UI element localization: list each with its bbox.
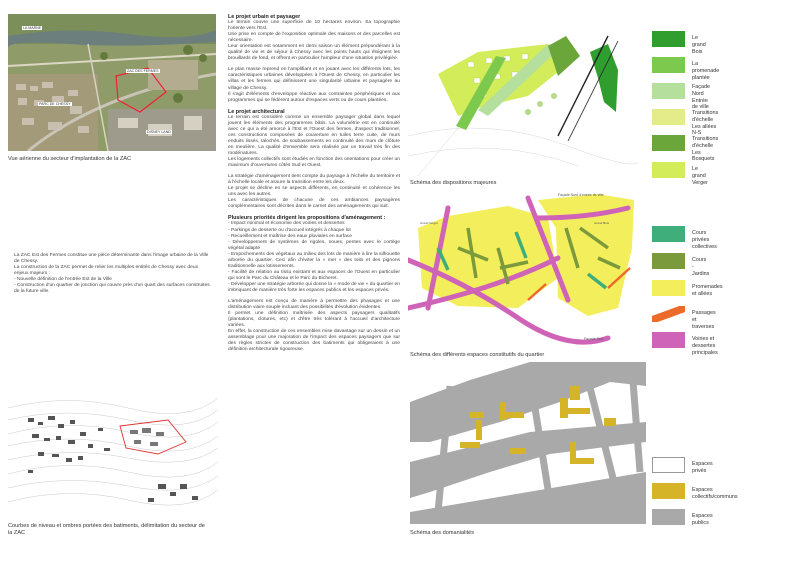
contour-map-svg [8,388,218,518]
legend-2-label-3: Passages et traverses [692,310,716,330]
s2-p1: Le terrain est considéré comme un ensemble paysager global dans lequel jouent les éléments des programmes bâtis. La volumétrie est en continuité avec ce qui a été amorcé à l'Est et l'Ouest des fermes, d'aspect traditionnel, ces constructions composées de couverture en tuiles terre cuite, de murs enduits lissés, talochés, de soubassements en continuité des murs de clôture en meulière. La qualité d'ensemble sera réalisée par un travail très fin des modénatures. Les logements collectifs sont étudiés en fonction des orientations pour créer un maximum d'ouvertures côtés Sud et Ouest. [228,114,400,169]
legend-2-swatch-3 [652,306,685,322]
legend-1-label-0: Le grand Bois [692,35,706,55]
legend-1-label-3: Transitions d'échelle Les allées N-S [692,110,719,137]
legend-1-swatch-1 [652,57,685,73]
aerial-label-zac: ZAC DES FERMES [127,69,159,73]
contour-caption: Courbes de niveau et ombres portées des batiments, délimitation du secteur de la ZAC [8,523,205,536]
intro-text: La ZAC Est des Fermes constitue une pièce déterminante dans l'image urbaine de la Ville de Chessy. La construction de la ZAC permet de relier les multiples entités de Chessy avec deux enjeux majeurs : - Nouvelle définition de l'entrée Est de la Ville - Construction d'un quartier de jonction qui couvre près d'un quart des surfaces construites de la future ville. [14,253,210,295]
legend-3-swatch-2 [652,509,685,525]
legend-1-label-4: Transitions d'échelle Les Bosquets [692,136,719,163]
aerial-label-parc: PARC DE CHESSY [39,102,71,106]
legend-3-label-2: Espaces publics [692,513,713,526]
legend-2-swatch-1 [652,253,685,269]
diagram-majeures-svg [408,16,638,176]
legend-2-label-2: Promenades et allées [692,284,723,297]
diagram-espaces [408,188,638,348]
s2-p2: La stratégie d'aménagement tient compte du paysage à l'échelle du territoire et à l'échelle locale et assure la transition entre les deux. Le projet se décline en se aspects différents, en continuité et cohérence les uns avec les autres. Les caractéristiques de chacune de ces ambiances paysagères complémentaires sont décrites dans le carnet des aménagements qui suit. [228,174,400,210]
legend-1-swatch-4 [652,135,685,151]
legend-2-label-0: Cours privées collectives [692,230,717,250]
legend-2-swatch-4 [652,332,685,348]
legend-2-label-1: Cours - Jardins [692,257,710,277]
diagram-domanialites [410,362,646,524]
diagram-espaces-svg [408,188,638,348]
aerial-caption: Vue aérienne du secteur d'implantation de la ZAC [8,156,132,162]
legend-1-swatch-2 [652,83,685,99]
s1-title: Le projet urbain et paysager [228,14,301,20]
s3-p2: L'aménagement est conçu de manière à permettre des phasages et une distribution viaire souple incluant des possibilités d'évolution évidentes. Il permet une définition maîtrisée des aspects paysagers qualitatifs (plantations, clotures, etc) et d'être très tolérant à l'accueil d'architecture variées. En effet, la construction de ces ensembles mise davantage sur un dessin et un assemblage pour une majoration de l'impact des espaces paysagers que sur des règles strictes de construction des batiments qui obligeraient à une définition architecturale rigoureuse. [228,299,400,353]
aerial-photo-svg [8,14,216,151]
legend-2-swatch-0 [652,226,685,242]
s3-list: - Impact minimal et économie des voiries et dessertes - Parkings de desserte ou d'accueil intégrés à chaque lot - Recueillement et maîtrise des eaux pluviales en surface - Développement de systèmes de rigoles, noues, pentes avec le cortège végétal adapté - Empochements des végétaux au milieu des lots de manière à lire la silhouette arborée du quartier. Ceci afin d'éviter la « mer » des toits et des pignons traditionnelle aux lotissements. - Facilité de relation au tissu existant et aux espaces de l'Ouest en particulier qui sont le Parc du Château et le Parc du Bicheret. - Développer une stratégie arborée qui donne la « mode de vie » du quartier en imbriquant de manière très forte les espaces publics et les espaces privés. [228,221,400,293]
caption-majeures: Schéma des dispositions majeures [410,180,497,186]
legend-1-label-1: La promenade plantée [692,61,720,81]
contour-map [8,388,218,518]
caption-domanialites: Schéma des domanialités [410,530,475,536]
s2-title: Le projet architectural [228,108,285,115]
diagram-domanialites-svg [410,362,646,524]
aerial-label-disney: DISNEY LAND [147,130,171,134]
label-sud: Façade Sud [584,337,603,341]
legend-1-swatch-0 [652,31,685,47]
legend-3-swatch-1 [652,483,685,499]
text-column [228,14,400,358]
caption-espaces: Schéma des différents espaces constitutifs du quartier [410,352,545,358]
legend-1-label-2: Façade Nord Entrée de ville [692,84,710,111]
label-bois: Grand Bois [594,221,610,225]
label-verger: Grand Verger [420,221,439,225]
s1-p2: Le plan masse reprend en l'amplifiant et en jouant avec les différents lots, les caractéristiques urbaines développées à l'Ouest de Chessy, en particulier les villas et les fermes qui définissent une singularité urbaine et paysagère au village de Chessy. Il s'agit d'éléments d'enveloppe réactive aux contraintes périphériques et aux programmes qui se fédèrent autour d'espaces verts ou de cours plantées. [228,67,400,103]
legend-1-swatch-3 [652,109,685,125]
diagram-majeures [408,16,638,176]
s1-p1: Le terrain couvre une superficie de 10 hectares environ. Sa topographie l'oriente vers l'Est. Une prise en compte de l'exposition optimale des maisons et des parcelles est nécessaire. Leur orientation est notamment en demi saison un élément prépondérant à la qualité de vie et de séjour à Chessy avec les points hauts qui éloignent les brouillards de fond, et offrent en particulier l'ampleur d'une situation privilégiée. [228,20,400,62]
legend-2-label-4: Voiries et dessertes principales [692,336,718,356]
legend-1-label-5: Le grand Verger [692,166,708,186]
legend-3-swatch-0 [652,457,685,473]
s3-title: Plusieurs priorités dirigent les propositions d'aménagement : [228,215,386,222]
label-nord: Façade Nord d'entrée de ville [558,193,604,197]
legend-1-swatch-5 [652,162,685,178]
aerial-label-marne: LA MARNE [23,26,42,30]
legend-3-label-1: Espaces collectifs/communs [692,487,738,500]
aerial-photo [8,14,216,151]
legend-3-label-0: Espaces privés [692,461,713,474]
legend-2-swatch-2 [652,280,685,296]
